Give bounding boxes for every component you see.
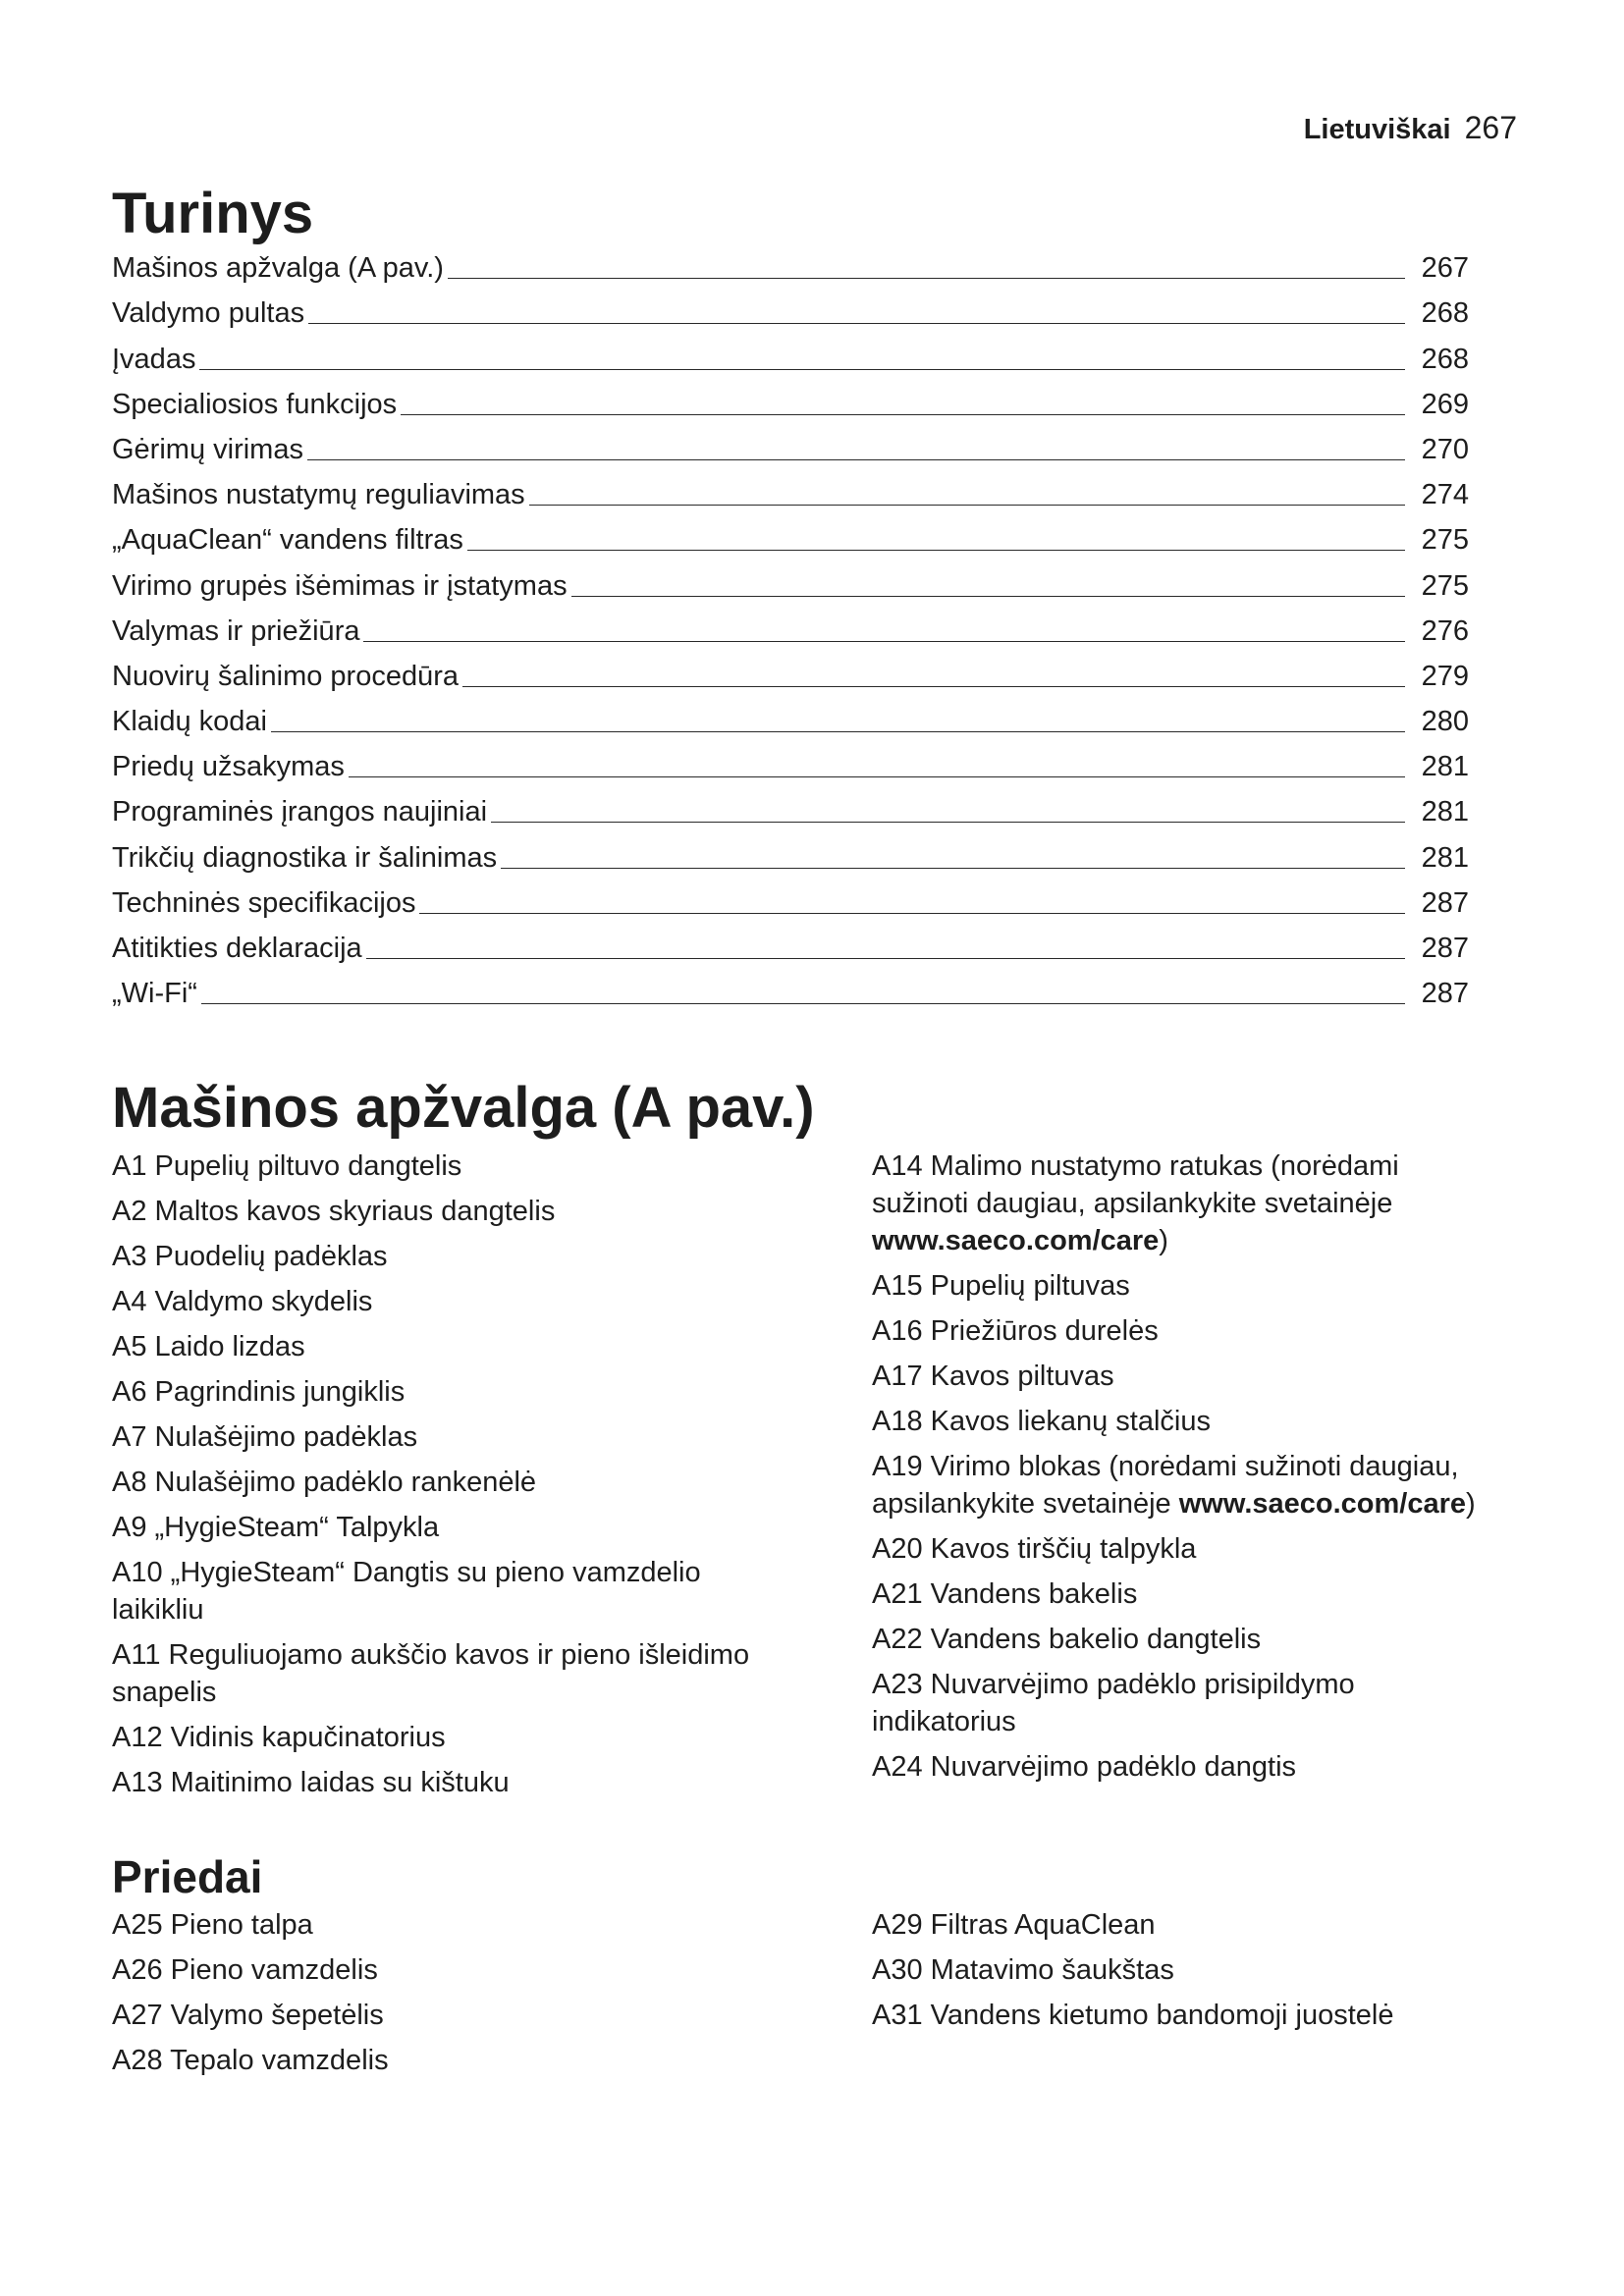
item-line	[872, 1222, 1579, 1259]
overview-left-column	[112, 1148, 819, 1809]
overview-item	[112, 1283, 819, 1320]
item-line: A24 Nuvarvėjimo padėklo dangtis	[872, 1751, 1297, 1783]
toc-leader	[529, 505, 1405, 506]
toc-entry	[112, 609, 1469, 654]
accessories-heading: Priedai	[112, 1851, 263, 1902]
toc-entry	[112, 834, 1469, 880]
item-line: A4 Valdymo skydelis	[112, 1286, 373, 1317]
toc-entry-page: 279	[1421, 660, 1469, 692]
toc-entry	[112, 245, 1469, 291]
accessory-item	[872, 1906, 1579, 1944]
item-line: A13 Maitinimo laidas su kištuku	[112, 1767, 510, 1798]
accessory-item	[112, 1951, 819, 1989]
item-line: laikikliu	[112, 1594, 204, 1626]
toc-entry-page: 274	[1421, 479, 1469, 511]
toc-entry-title: Gėrimų virimas	[112, 433, 303, 465]
toc-entry-title: Valdymo pultas	[112, 297, 305, 330]
toc-entry-page: 270	[1421, 433, 1469, 465]
item-line: sužinoti daugiau, apsilankykite svetainėje	[872, 1188, 1393, 1219]
toc-leader	[271, 731, 1405, 732]
toc-entry-page: 267	[1421, 252, 1469, 285]
toc-heading: Turinys	[112, 182, 314, 245]
toc-entry	[112, 699, 1469, 744]
item-line: A27 Valymo šepetėlis	[112, 2000, 384, 2031]
overview-item	[872, 1403, 1579, 1440]
closing-parenthesis: )	[1466, 1488, 1476, 1520]
overview-item	[112, 1238, 819, 1275]
toc-entry-title: Valymas ir priežiūra	[112, 614, 360, 647]
toc-entry-title: Nuovirų šalinimo procedūra	[112, 660, 459, 692]
toc-entry-title: Virimo grupės išėmimas ir įstatymas	[112, 569, 568, 602]
overview-item	[112, 1509, 819, 1546]
accessory-item	[872, 1997, 1579, 2034]
item-line: snapelis	[112, 1677, 217, 1708]
overview-item	[112, 1464, 819, 1501]
item-line	[872, 1485, 1579, 1522]
item-line: A23 Nuvarvėjimo padėklo prisipildymo	[872, 1669, 1355, 1700]
overview-item	[112, 1328, 819, 1365]
toc-entry-page: 281	[1421, 751, 1469, 783]
page-number: 267	[1464, 110, 1517, 145]
toc-leader	[363, 641, 1405, 642]
item-line: A11 Reguliuojamo aukščio kavos ir pieno išleidimo	[112, 1639, 750, 1671]
toc-entry-title: Trikčių diagnostika ir šalinimas	[112, 841, 498, 874]
item-line: A8 Nulašėjimo padėklo rankenėlė	[112, 1467, 537, 1498]
toc-entry-title: Atitikties deklaracija	[112, 933, 362, 964]
item-line: A1 Pupelių piltuvo dangtelis	[112, 1150, 462, 1182]
item-line: A26 Pieno vamzdelis	[112, 1954, 378, 1986]
item-line: A6 Pagrindinis jungiklis	[112, 1376, 406, 1408]
toc-entry-title: „Wi-Fi“	[112, 978, 197, 1010]
toc-entry	[112, 744, 1469, 789]
toc-entry-page: 276	[1421, 614, 1469, 647]
accessory-item	[872, 1951, 1579, 1989]
toc-entry	[112, 562, 1469, 608]
toc-leader	[349, 776, 1405, 777]
toc-entry-page: 268	[1421, 343, 1469, 375]
accessory-item	[112, 1906, 819, 1944]
toc-entry	[112, 291, 1469, 336]
toc-entry	[112, 517, 1469, 562]
overview-right-column	[872, 1148, 1579, 1793]
item-line: A9 „HygieSteam“ Talpykla	[112, 1512, 440, 1543]
item-line: A14 Malimo nustatymo ratukas (norėdami	[872, 1150, 1399, 1182]
toc-entry	[112, 382, 1469, 427]
item-line: A3 Puodelių padėklas	[112, 1241, 388, 1272]
accessories-left-column	[112, 1906, 819, 2087]
toc-leader	[419, 913, 1405, 914]
toc-entry	[112, 472, 1469, 517]
toc-leader	[201, 1003, 1405, 1004]
toc-leader	[462, 686, 1405, 687]
item-line: A18 Kavos liekanų stalčius	[872, 1406, 1211, 1437]
item-line: A10 „HygieSteam“ Dangtis su pieno vamzdelio	[112, 1557, 701, 1588]
toc-entry-title: Priedų užsakymas	[112, 751, 345, 783]
overview-heading: Mašinos apžvalga (A pav.)	[112, 1076, 815, 1140]
accessories-right-column	[872, 1906, 1579, 2042]
item-line: A20 Kavos tirščių talpykla	[872, 1533, 1197, 1565]
accessory-item	[112, 2042, 819, 2079]
overview-item	[872, 1621, 1579, 1658]
overview-item	[112, 1636, 819, 1711]
website-link: www.saeco.com/care	[872, 1225, 1160, 1256]
toc-entry-page: 281	[1421, 796, 1469, 828]
toc-leader	[366, 958, 1405, 959]
toc-entry-page: 287	[1421, 886, 1469, 919]
overview-item	[112, 1193, 819, 1230]
toc-list	[112, 245, 1469, 1016]
toc-entry-page: 269	[1421, 388, 1469, 420]
item-line-text: apsilankykite svetainėje	[872, 1488, 1171, 1520]
toc-entry-title: Klaidų kodai	[112, 706, 267, 738]
toc-entry	[112, 971, 1469, 1016]
toc-leader	[448, 278, 1405, 279]
overview-item	[112, 1373, 819, 1411]
item-line: indikatorius	[872, 1706, 1016, 1737]
toc-entry	[112, 654, 1469, 699]
toc-entry-title: Specialiosios funkcijos	[112, 388, 398, 420]
toc-entry-title: „AquaClean“ vandens filtras	[112, 524, 463, 557]
toc-entry-title: Mašinos apžvalga (A pav.)	[112, 252, 444, 285]
item-line: A12 Vidinis kapučinatorius	[112, 1722, 446, 1753]
toc-entry-page: 268	[1421, 297, 1469, 330]
item-line: A2 Maltos kavos skyriaus dangtelis	[112, 1196, 556, 1227]
toc-leader	[501, 868, 1405, 869]
toc-leader	[571, 596, 1405, 597]
toc-entry	[112, 336, 1469, 381]
overview-item	[872, 1448, 1579, 1522]
overview-item	[872, 1530, 1579, 1568]
overview-item	[872, 1267, 1579, 1305]
toc-entry	[112, 926, 1469, 971]
toc-leader	[308, 323, 1405, 324]
item-line: A31 Vandens kietumo bandomoji juostelė	[872, 2000, 1394, 2031]
toc-entry-page: 287	[1421, 933, 1469, 964]
toc-entry-title: Techninės specifikacijos	[112, 886, 416, 919]
item-line: A16 Priežiūros durelės	[872, 1315, 1159, 1347]
toc-entry-title: Įvadas	[112, 343, 196, 375]
overview-item	[872, 1666, 1579, 1740]
toc-entry-page: 287	[1421, 978, 1469, 1010]
page-header	[1304, 108, 1517, 147]
overview-item	[872, 1748, 1579, 1786]
item-line: A17 Kavos piltuvas	[872, 1361, 1114, 1392]
overview-item	[112, 1764, 819, 1801]
overview-item	[872, 1358, 1579, 1395]
item-line: A25 Pieno talpa	[112, 1909, 313, 1941]
language-label: Lietuviškai	[1303, 114, 1451, 145]
item-line: A29 Filtras AquaClean	[872, 1909, 1156, 1941]
toc-entry	[112, 789, 1469, 834]
item-line: A5 Laido lizdas	[112, 1331, 305, 1362]
closing-parenthesis: )	[1159, 1225, 1168, 1256]
overview-item	[872, 1312, 1579, 1350]
toc-entry-page: 280	[1421, 706, 1469, 738]
overview-item	[112, 1418, 819, 1456]
toc-entry-title: Mašinos nustatymų reguliavimas	[112, 479, 525, 511]
toc-entry-page: 281	[1421, 841, 1469, 874]
item-line: A19 Virimo blokas (norėdami sužinoti daugiau,	[872, 1451, 1459, 1482]
toc-entry-title: Programinės įrangos naujiniai	[112, 796, 488, 828]
toc-entry	[112, 427, 1469, 472]
overview-item	[872, 1148, 1579, 1259]
toc-entry	[112, 881, 1469, 926]
toc-entry-page: 275	[1421, 524, 1469, 557]
item-line: A21 Vandens bakelis	[872, 1578, 1138, 1610]
item-line: A30 Matavimo šaukštas	[872, 1954, 1174, 1986]
toc-leader	[491, 822, 1405, 823]
item-line: A7 Nulašėjimo padėklas	[112, 1421, 418, 1453]
toc-leader	[307, 459, 1405, 460]
overview-item	[112, 1554, 819, 1629]
toc-leader	[199, 369, 1405, 370]
overview-item	[872, 1575, 1579, 1613]
website-link: www.saeco.com/care	[1178, 1488, 1467, 1520]
overview-item	[112, 1719, 819, 1756]
item-line: A15 Pupelių piltuvas	[872, 1270, 1130, 1302]
toc-leader	[467, 550, 1405, 551]
overview-item	[112, 1148, 819, 1185]
item-line: A22 Vandens bakelio dangtelis	[872, 1624, 1262, 1655]
item-line: A28 Tepalo vamzdelis	[112, 2045, 389, 2076]
toc-entry-page: 275	[1421, 569, 1469, 602]
toc-leader	[401, 414, 1405, 415]
accessory-item	[112, 1997, 819, 2034]
